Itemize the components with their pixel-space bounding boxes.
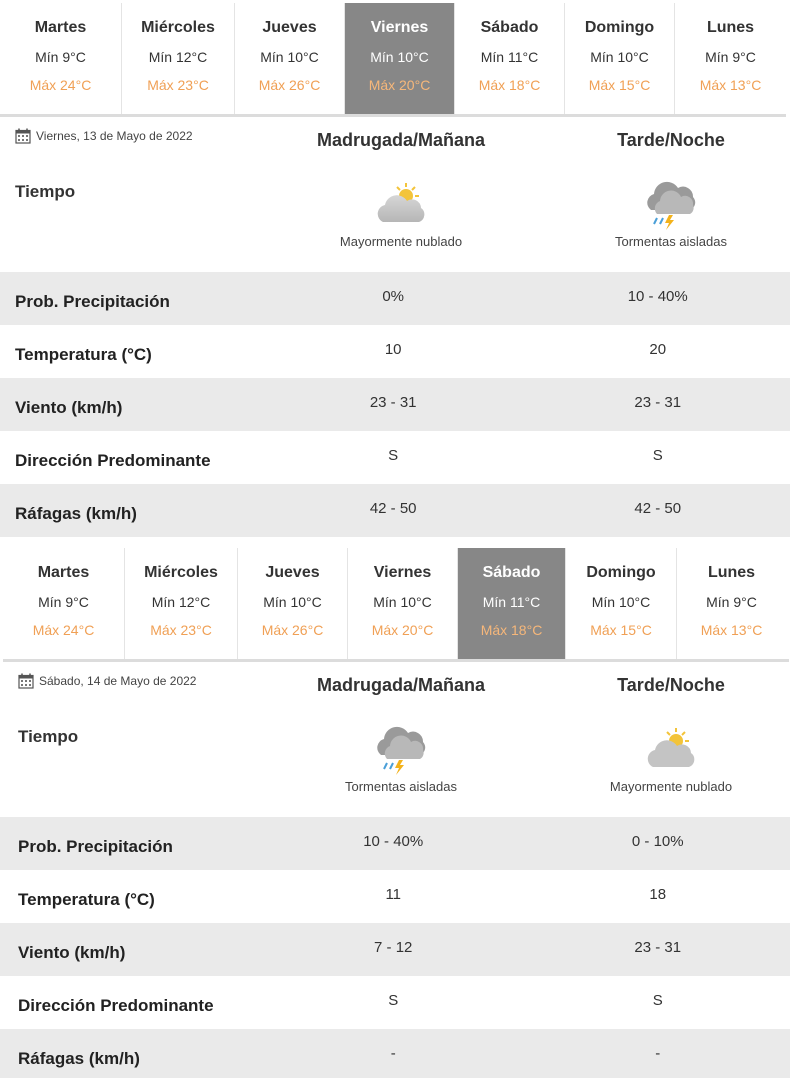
day-tab-sabado[interactable] xyxy=(458,548,566,659)
day-min-temp: Mín 11°C xyxy=(482,594,541,610)
day-min-temp: Mín 12°C xyxy=(151,594,211,610)
day-max-temp: Máx 23°C xyxy=(147,77,209,93)
forecast-date xyxy=(15,128,193,144)
day-max-temp: Máx 13°C xyxy=(700,622,763,638)
day-tab-lunes[interactable] xyxy=(675,3,786,114)
value-morning: 10 xyxy=(384,341,402,358)
day-tab-miercoles[interactable] xyxy=(125,548,238,659)
thunderstorm-icon xyxy=(536,176,790,232)
forecast-table xyxy=(0,817,790,1078)
day-min-temp: Mín 10°C xyxy=(263,594,322,610)
day-name: Miércoles xyxy=(141,19,215,36)
table-row-precipitation xyxy=(0,272,790,325)
partly-cloudy-icon xyxy=(536,721,790,777)
day-name: Martes xyxy=(34,19,87,36)
table-row-direction xyxy=(0,976,790,1029)
date-text: Sábado, 14 de Mayo de 2022 xyxy=(39,674,197,688)
table-row-wind xyxy=(0,378,790,431)
day-name: Lunes xyxy=(706,19,755,36)
day-name: Sábado xyxy=(482,564,541,581)
value-evening: S xyxy=(652,447,663,464)
row-label: Ráfagas (km/h) xyxy=(18,1048,140,1068)
table-row-temperature xyxy=(0,325,790,378)
day-max-temp: Máx 24°C xyxy=(29,77,92,93)
row-label: Temperatura (°C) xyxy=(18,889,155,909)
column-heading-morning: Madrugada/Mañana xyxy=(316,130,486,150)
forecast-date xyxy=(18,673,196,689)
thunderstorm-icon xyxy=(266,721,536,777)
row-label: Prob. Precipitación xyxy=(18,836,173,856)
column-heading-evening: Tarde/Noche xyxy=(617,675,725,695)
value-evening: S xyxy=(652,992,663,1009)
value-morning: 10 - 40% xyxy=(363,833,424,850)
value-morning: 7 - 12 xyxy=(374,939,413,956)
day-name: Sábado xyxy=(480,19,539,36)
row-label: Viento (km/h) xyxy=(15,397,123,417)
row-label: Prob. Precipitación xyxy=(15,291,170,311)
day-min-temp: Mín 9°C xyxy=(705,49,756,65)
value-morning: 11 xyxy=(385,886,402,903)
day-min-temp: Mín 10°C xyxy=(373,594,432,610)
row-label: Temperatura (°C) xyxy=(15,344,152,364)
row-label: Dirección Predominante xyxy=(15,450,211,470)
table-row-gusts xyxy=(0,1029,790,1078)
weather-evening xyxy=(536,721,790,794)
row-label: Dirección Predominante xyxy=(18,995,214,1015)
value-morning: 42 - 50 xyxy=(369,500,417,517)
day-name: Domingo xyxy=(584,19,655,36)
column-heading-morning: Madrugada/Mañana xyxy=(316,675,486,695)
day-max-temp: Máx 20°C xyxy=(371,622,434,638)
row-label: Ráfagas (km/h) xyxy=(15,503,137,523)
day-max-temp: Máx 15°C xyxy=(588,77,651,93)
day-max-temp: Máx 26°C xyxy=(261,622,324,638)
day-tab-jueves[interactable] xyxy=(238,548,348,659)
day-tab-jueves[interactable] xyxy=(235,3,345,114)
value-morning: 0% xyxy=(382,288,405,305)
row-label: Viento (km/h) xyxy=(18,942,126,962)
weather-label: Mayormente nublado xyxy=(609,779,733,794)
day-min-temp: Mín 9°C xyxy=(35,49,86,65)
day-name: Viernes xyxy=(370,19,429,36)
table-row-wind xyxy=(0,923,790,976)
value-evening: 23 - 31 xyxy=(634,394,682,411)
weather-morning xyxy=(266,721,536,794)
day-max-temp: Máx 15°C xyxy=(590,622,652,638)
weather-evening xyxy=(536,176,790,249)
day-name: Jueves xyxy=(265,564,320,581)
day-name: Miércoles xyxy=(144,564,218,581)
day-name: Domingo xyxy=(586,564,656,581)
column-heading-evening: Tarde/Noche xyxy=(617,130,725,150)
day-min-temp: Mín 10°C xyxy=(591,594,651,610)
day-tab-martes[interactable] xyxy=(3,548,125,659)
day-tabs xyxy=(0,3,786,117)
value-evening: 10 - 40% xyxy=(627,288,688,305)
value-evening: 20 xyxy=(649,341,667,358)
table-row-direction xyxy=(0,431,790,484)
day-min-temp: Mín 10°C xyxy=(260,49,319,65)
weather-row-label: Tiempo xyxy=(18,727,79,746)
value-evening: 23 - 31 xyxy=(634,939,682,956)
day-max-temp: Máx 23°C xyxy=(150,622,212,638)
day-tab-martes[interactable] xyxy=(0,3,122,114)
day-max-temp: Máx 18°C xyxy=(478,77,541,93)
day-min-temp: Mín 12°C xyxy=(148,49,208,65)
value-morning: 23 - 31 xyxy=(369,394,417,411)
table-row-precipitation xyxy=(0,817,790,870)
table-row-temperature xyxy=(0,870,790,923)
day-max-temp: Máx 24°C xyxy=(32,622,95,638)
date-text: Viernes, 13 de Mayo de 2022 xyxy=(36,129,193,143)
day-name: Viernes xyxy=(373,564,432,581)
day-tab-domingo[interactable] xyxy=(565,3,675,114)
day-min-temp: Mín 9°C xyxy=(706,594,757,610)
day-tab-lunes[interactable] xyxy=(677,548,786,659)
value-morning: S xyxy=(388,992,399,1009)
value-evening: 18 xyxy=(649,886,667,903)
day-min-temp: Mín 10°C xyxy=(590,49,649,65)
weather-label: Tormentas aisladas xyxy=(345,779,457,794)
day-tab-viernes[interactable] xyxy=(345,3,455,114)
day-name: Jueves xyxy=(262,19,317,36)
value-morning: - xyxy=(390,1045,396,1062)
day-tab-miercoles[interactable] xyxy=(122,3,235,114)
weather-label: Tormentas aisladas xyxy=(615,234,727,249)
day-tabs xyxy=(3,548,789,662)
calendar-icon xyxy=(18,673,34,689)
day-max-temp: Máx 20°C xyxy=(368,77,431,93)
day-max-temp: Máx 18°C xyxy=(480,622,543,638)
partly-cloudy-icon xyxy=(266,176,536,232)
day-max-temp: Máx 26°C xyxy=(258,77,321,93)
day-tab-domingo[interactable] xyxy=(566,548,677,659)
day-min-temp: Mín 11°C xyxy=(480,49,539,65)
weather-morning xyxy=(266,176,536,249)
weather-label: Mayormente nublado xyxy=(339,234,463,249)
day-min-temp: Mín 9°C xyxy=(38,594,89,610)
day-tab-viernes[interactable] xyxy=(348,548,458,659)
value-evening: - xyxy=(655,1045,661,1062)
day-name: Lunes xyxy=(707,564,756,581)
value-evening: 0 - 10% xyxy=(631,833,684,850)
weather-row-label: Tiempo xyxy=(15,182,76,201)
day-name: Martes xyxy=(37,564,90,581)
value-morning: S xyxy=(388,447,399,464)
calendar-icon xyxy=(15,128,31,144)
day-tab-sabado[interactable] xyxy=(455,3,565,114)
table-row-gusts xyxy=(0,484,790,537)
forecast-table xyxy=(0,272,790,537)
day-max-temp: Máx 13°C xyxy=(699,77,762,93)
value-evening: 42 - 50 xyxy=(634,500,682,517)
day-min-temp: Mín 10°C xyxy=(370,49,429,65)
